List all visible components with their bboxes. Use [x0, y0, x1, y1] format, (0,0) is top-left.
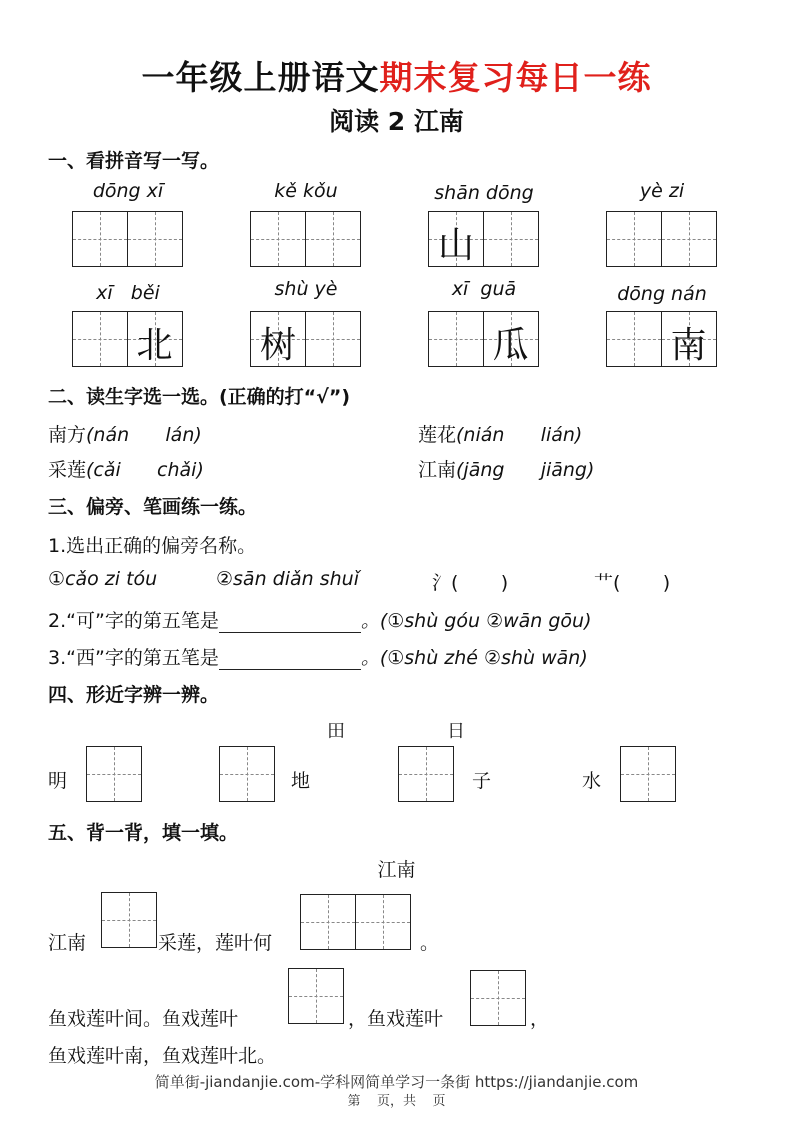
pinyin-label: dōng nán: [617, 283, 707, 305]
grid-cell[interactable]: [127, 311, 183, 367]
page-subtitle: 阅读 2 江南: [329, 107, 464, 136]
grid-cell[interactable]: [305, 211, 361, 267]
similar-char-label: 田: [327, 721, 345, 742]
grid-cell[interactable]: [428, 211, 484, 267]
title-black: 一年级上册语文: [141, 58, 380, 97]
choice-word: 南方: [48, 424, 87, 446]
section4-heading: 四、形近字辨一辨。: [48, 684, 220, 706]
poem-text: 。: [420, 932, 440, 954]
poem-text: 采莲，莲叶何: [158, 932, 273, 954]
pinyin-label: dōng xī: [92, 180, 164, 202]
writing-grid[interactable]: [606, 211, 717, 267]
answer-blank[interactable]: [219, 649, 361, 670]
similar-char-label: 日: [447, 721, 465, 742]
writing-grid[interactable]: [300, 894, 411, 950]
grid-cell[interactable]: [470, 970, 526, 1026]
poem-text: ，鱼戏莲叶: [348, 1008, 444, 1030]
radical-option-2: ②sān diǎn shuǐ: [216, 568, 359, 590]
question-3-options: 。(①shù zhé ②shù wān): [360, 647, 588, 669]
question-3: [48, 643, 588, 670]
grid-char: 山: [437, 225, 474, 266]
choice-word: 莲花: [418, 424, 457, 446]
writing-grid[interactable]: [470, 970, 526, 1026]
writing-grid[interactable]: [398, 746, 454, 802]
writing-grid[interactable]: [288, 968, 344, 1024]
poem-text: 江南: [48, 932, 87, 954]
section1-heading: 一、看拼音写一写。: [48, 150, 220, 172]
grid-cell[interactable]: [483, 211, 539, 267]
grid-cell[interactable]: [606, 311, 662, 367]
pinyin-label: kě kǒu: [274, 180, 338, 202]
grid-char: 树: [259, 325, 296, 366]
title-red: 期末复习每日一练: [379, 58, 652, 97]
writing-grid[interactable]: [428, 311, 539, 367]
choice-word: 江南: [418, 459, 457, 481]
similar-char: 子: [472, 770, 492, 792]
writing-grid[interactable]: [72, 311, 183, 367]
similar-char: 明: [48, 770, 68, 792]
poem-text: ，: [530, 1008, 550, 1030]
writing-grid[interactable]: [219, 746, 275, 802]
page-title: [0, 52, 793, 99]
section2-heading: 二、读生字选一选。(正确的打“√”): [48, 386, 351, 408]
radical-answer-1[interactable]: 氵( ): [432, 572, 509, 594]
question-1: 1.选出正确的偏旁名称。: [48, 535, 257, 557]
grid-cell[interactable]: [127, 211, 183, 267]
writing-grid[interactable]: [101, 892, 157, 948]
answer-blank[interactable]: [219, 612, 361, 633]
choice-options[interactable]: (cǎi chǎi): [86, 459, 204, 481]
grid-cell[interactable]: [428, 311, 484, 367]
writing-grid[interactable]: [86, 746, 142, 802]
grid-char: 北: [136, 325, 173, 366]
section5-heading: 五、背一背，填一填。: [48, 822, 239, 844]
choice-word: 采莲: [48, 459, 87, 481]
pinyin-label: shù yè: [274, 278, 338, 300]
choice-item: [418, 420, 582, 447]
poem-title: 江南: [377, 859, 416, 881]
grid-char: 瓜: [492, 325, 529, 366]
question-3-prefix: 3.“西”字的第五笔是: [48, 647, 219, 669]
grid-cell[interactable]: [661, 311, 717, 367]
grid-cell[interactable]: [72, 311, 128, 367]
grid-cell[interactable]: [288, 968, 344, 1024]
poem-text: 鱼戏莲叶间。鱼戏莲叶: [48, 1008, 239, 1030]
grid-cell[interactable]: [250, 311, 306, 367]
choice-options[interactable]: (nián lián): [456, 424, 583, 446]
section3-heading: 三、偏旁、笔画练一练。: [48, 496, 258, 518]
radical-option-1: ①cǎo zi tóu: [48, 568, 158, 590]
grid-cell[interactable]: [398, 746, 454, 802]
similar-char: 地: [291, 770, 311, 792]
watermark: 简单街-jiandanjie.com-学科网简单学习一条街 https://jiandanjie.com: [154, 1073, 639, 1091]
choice-options[interactable]: (jāng jiāng): [456, 459, 595, 481]
grid-cell[interactable]: [72, 211, 128, 267]
pinyin-label: xī guā: [451, 278, 517, 300]
pinyin-label: yè zi: [639, 180, 685, 202]
question-2: [48, 606, 592, 633]
writing-grid[interactable]: [606, 311, 717, 367]
choice-options[interactable]: (nán lán): [86, 424, 202, 446]
grid-cell[interactable]: [606, 211, 662, 267]
grid-cell[interactable]: [483, 311, 539, 367]
grid-cell[interactable]: [250, 211, 306, 267]
pinyin-label: shān dōng: [434, 182, 534, 204]
writing-grid[interactable]: [72, 211, 183, 267]
question-2-prefix: 2.“可”字的第五笔是: [48, 610, 219, 632]
grid-cell[interactable]: [86, 746, 142, 802]
question-2-options: 。(①shù góu ②wān gōu): [360, 610, 592, 632]
grid-cell[interactable]: [620, 746, 676, 802]
grid-cell[interactable]: [661, 211, 717, 267]
writing-grid[interactable]: [250, 311, 361, 367]
page-number: 第 页，共 页: [347, 1094, 446, 1109]
choice-item: [48, 455, 204, 482]
grid-cell[interactable]: [305, 311, 361, 367]
choice-item: [48, 420, 202, 447]
radical-answer-2[interactable]: 艹( ): [594, 572, 671, 594]
writing-grid[interactable]: [620, 746, 676, 802]
grid-cell[interactable]: [300, 894, 356, 950]
grid-cell[interactable]: [355, 894, 411, 950]
poem-text: 鱼戏莲叶南，鱼戏莲叶北。: [48, 1045, 277, 1067]
grid-cell[interactable]: [219, 746, 275, 802]
similar-char: 水: [582, 770, 602, 792]
choice-item: [418, 455, 594, 482]
grid-char: 南: [670, 325, 707, 366]
writing-grid[interactable]: [250, 211, 361, 267]
pinyin-label: xī běi: [96, 282, 160, 304]
writing-grid[interactable]: [428, 211, 539, 267]
grid-cell[interactable]: [101, 892, 157, 948]
